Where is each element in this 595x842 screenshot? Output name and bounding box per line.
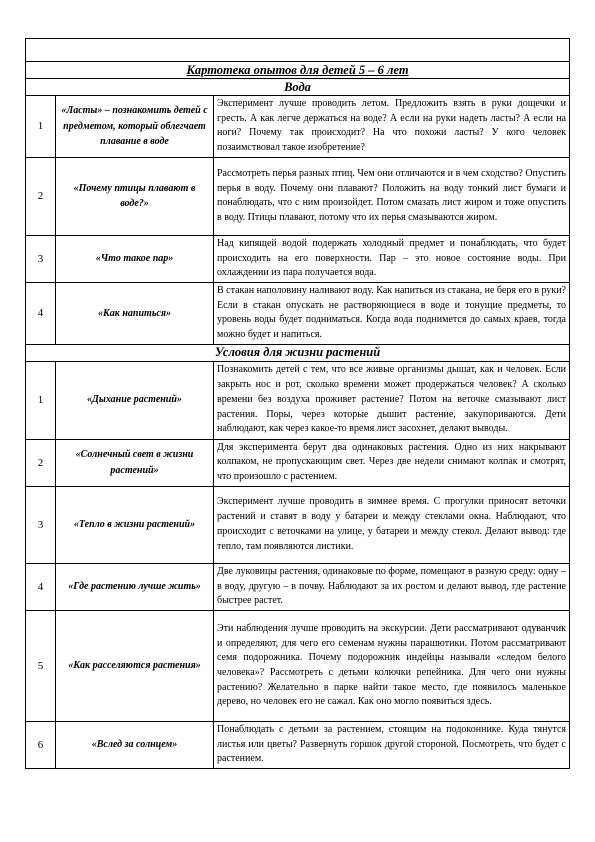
row-number: 6 — [26, 721, 56, 768]
section-heading-row — [26, 344, 570, 361]
experiment-description: Эти наблюдения лучше проводить на экскурсии. Дети рассматривают одуванчик и определяют, для чего его семенам нужны парашютики. Потом рассматривают семя подорожника. Почему подорожник индейцы называли «следом белого человека»? Рассмотреть с детьми колючки репейника. Для чего они нужны растению? Желательно в парке найти такое место, где появилось маленькое дерево, но человек его не сажал. Как оно могло появиться здесь. — [214, 610, 570, 721]
experiment-name: «Дыхание растений» — [56, 361, 214, 439]
experiment-description: Над кипящей водой подержать холодный предмет и понаблюдать, что будет происходить на его поверхности. Пар – это новое состояние воды. При охлаждении из пара получается вода. — [214, 235, 570, 282]
table-row — [26, 157, 570, 235]
experiment-description: Эксперимент лучше проводить летом. Предложить взять в руки дощечки и гресть. А как легче держаться на воде? А если на руки надеть ласты? А если на ноги? Почему так происходит? На что похожи ласты? У кого человек позаимствовал такое изобретение? — [214, 96, 570, 158]
table-row — [26, 235, 570, 282]
experiment-description: Понаблюдать с детьми за растением, стоящим на подоконнике. Куда тянутся листья или цветы? Развернуть горшок другой стороной. Посмотреть, что будет с растением. — [214, 721, 570, 768]
table-row — [26, 610, 570, 721]
experiment-name: «Что такое пар» — [56, 235, 214, 282]
section-heading-row — [26, 79, 570, 96]
document-page — [25, 38, 570, 769]
table-row — [26, 282, 570, 344]
table-row — [26, 721, 570, 768]
experiment-description: В стакан наполовину наливают воду. Как напиться из стакана, не беря его в руки? Если в стакан опускать не растворяющиеся в воде и тонущие предметы, то уровень воды будет подниматься. Когда вода поднимется до самых краев, тогда можно будет и напиться. — [214, 282, 570, 344]
experiment-description: Две луковицы растения, одинаковые по форме, помещают в разную среду: одну – в воду, другую – в почву. Наблюдают за их ростом и делают вывод, где растение быстрее растет. — [214, 563, 570, 610]
experiment-name: «Тепло в жизни растений» — [56, 486, 214, 563]
empty-header-row — [26, 39, 570, 62]
row-number: 3 — [26, 486, 56, 563]
experiment-description: Познакомить детей с тем, что все живые организмы дышат, как и человек. Если закрыть нос и рот, сколько времени может продержаться человек? А сколько времени без воздуха проживет растение? Потом на веточке смазывают лист растения. Поры, через которые дышит растение, закупориваются. Дети наблюдают, как через какое-то время лист засохнет, делают выводы. — [214, 361, 570, 439]
table-row — [26, 563, 570, 610]
row-number: 2 — [26, 157, 56, 235]
experiment-description: Эксперимент лучше проводить в зимнее время. С прогулки приносят веточки растений и ставят в воду у батареи и между стеклами окна. Наблюдают, что происходит с веточками на улице, у батареи и между стекол. Делают вывод: где тепло, там появляются листики. — [214, 486, 570, 563]
document-title: Картотека опытов для детей 5 – 6 лет — [26, 62, 570, 79]
row-number: 5 — [26, 610, 56, 721]
row-number: 3 — [26, 235, 56, 282]
experiment-name: «Вслед за солнцем» — [56, 721, 214, 768]
section-heading-plants: Условия для жизни растений — [26, 344, 570, 361]
experiment-name: «Ласты» – познакомить детей с предметом, который облегчает плавание в воде — [56, 96, 214, 158]
experiment-description: Рассмотреть перья разных птиц. Чем они отличаются и в чем сходство? Опустить перья в воду. Почему они плавают? Положить на воду тонкий лист бумаги и понаблюдать, что с ним произойдет. Потом смазать лист жиром и тоже опустить в воду. Птицы плавают, потому что их перья смазываются жиром. — [214, 157, 570, 235]
section-heading-water: Вода — [26, 79, 570, 96]
row-number: 4 — [26, 563, 56, 610]
experiment-name: «Как расселяются растения» — [56, 610, 214, 721]
experiment-name: «Где растению лучше жить» — [56, 563, 214, 610]
row-number: 4 — [26, 282, 56, 344]
table-row — [26, 486, 570, 563]
experiment-name: «Как напиться» — [56, 282, 214, 344]
experiment-name: «Почему птицы плавают в воде?» — [56, 157, 214, 235]
table-row — [26, 96, 570, 158]
experiment-description: Для эксперимента берут два одинаковых растения. Одно из них накрывают колпаком, не пропускающим свет. Через две недели снимают колпак и смотрят, что произошло с растением. — [214, 439, 570, 486]
table-row — [26, 361, 570, 439]
experiment-name: «Солнечный свет в жизни растений» — [56, 439, 214, 486]
title-row — [26, 62, 570, 79]
experiments-table — [25, 38, 570, 769]
row-number: 1 — [26, 361, 56, 439]
row-number: 1 — [26, 96, 56, 158]
table-row — [26, 439, 570, 486]
row-number: 2 — [26, 439, 56, 486]
